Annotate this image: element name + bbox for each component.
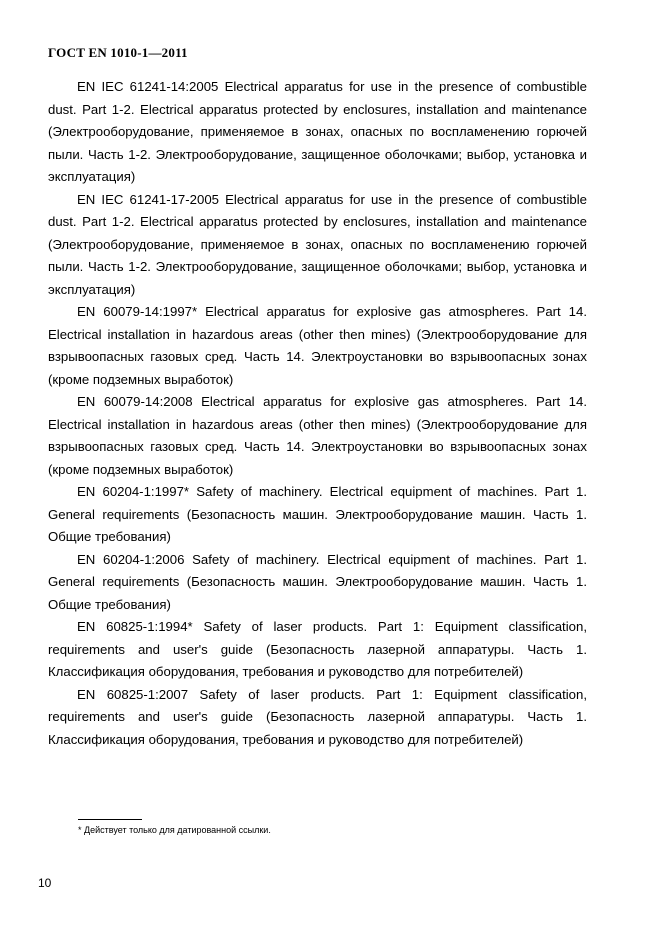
reference-entry: EN 60204-1:2006 Safety of machinery. Electrical equipment of machines. Part 1. General requirements (Безопасность машин. Электрооборудование машин. Часть 1. Общие требования) <box>48 551 587 612</box>
footnote-divider <box>78 819 142 820</box>
reference-entry: EN IEC 61241-17-2005 Electrical apparatus for use in the presence of combustible dust. Part 1-2. Electrical apparatus protected by enclosures, installation and maintenance (Электрооборудование, применяемое в зонах, опасных по воспламенению горючей пыли. Часть 1-2. Электрооборудование, защищенное оболочками; выбор, установка и эксплуатация) <box>48 191 587 297</box>
document-header: ГОСТ EN 1010-1—2011 <box>48 45 188 60</box>
reference-entry: EN 60079-14:2008 Electrical apparatus for explosive gas atmospheres. Part 14. Electrical installation in hazardous areas (other then mines) (Электрооборудование для взрывоопасных газовых сред. Часть 14. Электроустановки во взрывоопасных зонах (кроме подземных выработок) <box>48 394 587 477</box>
reference-entry: EN 60825-1:2007 Safety of laser products. Part 1: Equipment classification, requirements and user's guide (Безопасность лазерной аппаратуры. Часть 1. Классификация оборудования, требования и руководство для потребителей) <box>48 686 587 747</box>
reference-entry: EN 60079-14:1997* Electrical apparatus for explosive gas atmospheres. Part 14. Electrical installation in hazardous areas (other then mines) (Электрооборудование для взрывоопасных газовых сред. Часть 14. Электроустановки во взрывоопасных зонах (кроме подземных выработок) <box>48 304 587 387</box>
page-number: 10 <box>38 876 52 890</box>
footnote: * Действует только для датированной ссылки. <box>78 825 271 835</box>
reference-entry: EN 60825-1:1994* Safety of laser products. Part 1: Equipment classification, requirements and user's guide (Безопасность лазерной аппаратуры. Часть 1. Классификация оборудования, требования и руководство для потребителей) <box>48 619 587 679</box>
reference-entry: EN 60204-1:1997* Safety of machinery. Electrical equipment of machines. Part 1. General requirements (Безопасность машин. Электрооборудование машин. Часть 1. Общие требования) <box>48 484 587 544</box>
reference-entry: EN IEC 61241-14:2005 Electrical apparatus for use in the presence of combustible dust. Part 1-2. Electrical apparatus protected by enclosures, installation and maintenance (Электрооборудование, применяемое в зонах, опасных по воспламенению горючей пыли. Часть 1-2. Электрооборудование, защищенное оболочками; выбор, установка и эксплуатация) <box>48 79 587 184</box>
reference-list <box>48 76 587 751</box>
